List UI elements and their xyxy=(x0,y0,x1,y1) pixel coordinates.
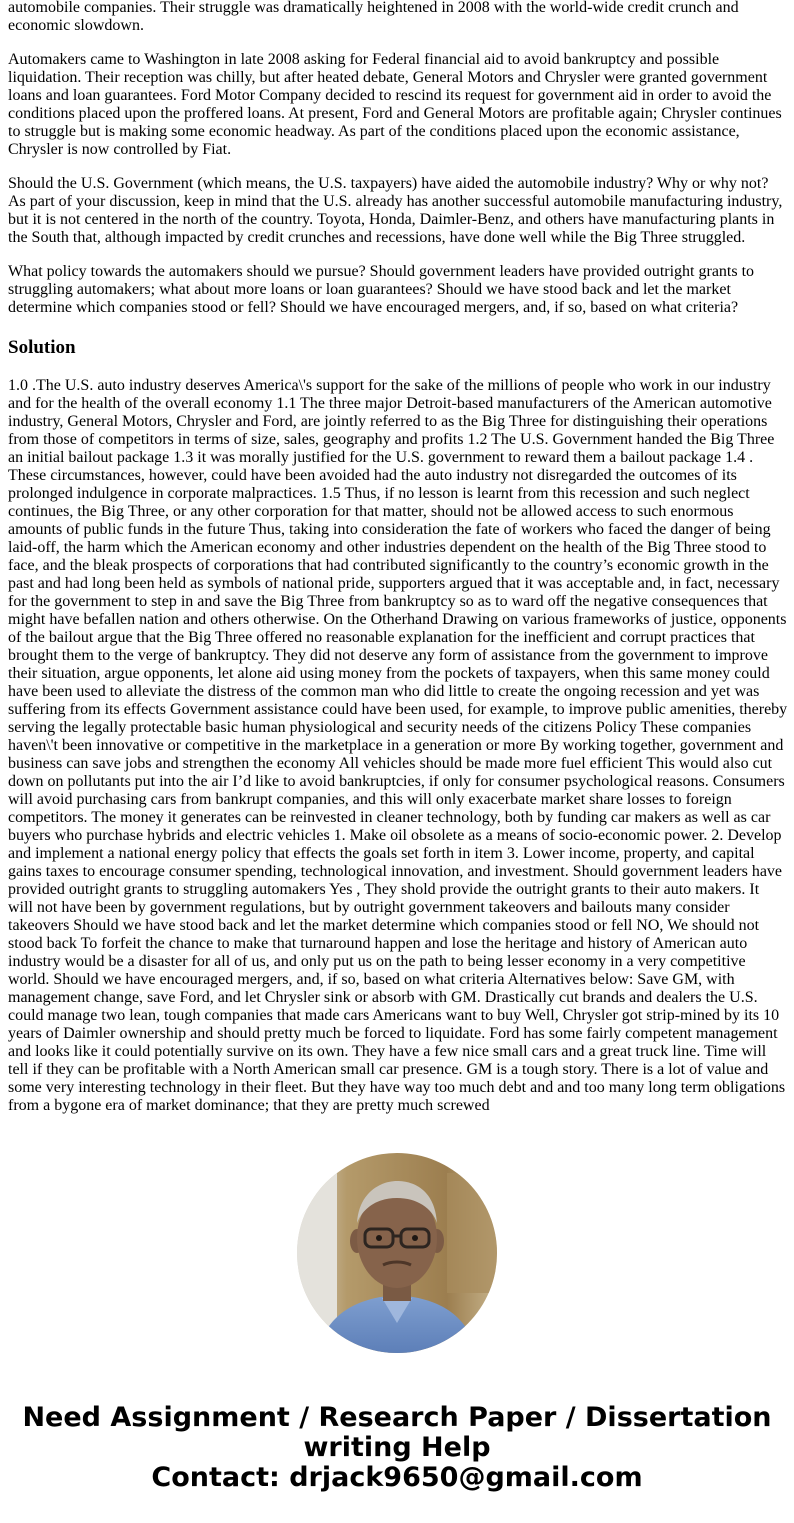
author-avatar xyxy=(297,1153,497,1353)
promo-line-2: writing Help xyxy=(303,1432,491,1463)
question-paragraph-1: automobile companies. Their struggle was dramatically heightened in 2008 with the world-wide credit crunch and economic slowdown. xyxy=(8,0,739,34)
author-portrait-icon xyxy=(297,1153,497,1353)
solution-body: 1.0 .The U.S. auto industry deserves America\'s support for the sake of the millions of people who work in our industry and for the health of the overall economy 1.1 The three major Detroit-based manufacturers of the American automotive industry, General Motors, Chrysler and Ford, are jointly referred to as the Big Three for distinguishing their operations from those of competitors in terms of size, sales, geography and profits 1.2 The U.S. Government handed the Big Three an initial bailout package 1.3 it was morally justified for the U.S. government to reward them a bailout package 1.4 . These circumstances, however, could have been avoided had the auto industry not disregarded the outcomes of its prolonged indulgence in corporate malpractices. 1.5 Thus, if no lesson is learnt from this recession and such neglect continues, the Big Three, or any other corporation for that matter, should not be allowed access to such enormous amounts of public funds in the future Thus, taking into consideration the fate of workers who faced the danger of being laid-off, the harm which the American economy and other industries dependent on the health of the Big Three stood to face, and the bleak prospects of corporations that had contributed significantly to the country’s economic growth in the past and had long been held as symbols of national pride, supporters argued that it was acceptable and, in fact, necessary for the government to step in and save the Big Three from bankruptcy so as to ward off the negative consequences that might have befallen nation and others otherwise. On the Otherhand Drawing on various frameworks of justice, opponents of the bailout argue that the Big Three offered no reasonable explanation for the inefficient and corrupt practices that brought them to the verge of bankruptcy. They did not deserve any form of assistance from the government to improve their situation, argue opponents, let alone aid using money from the pockets of taxpayers, when this same money could have been used to alleviate the distress of the common man who did little to create the ongoing recession and yet was suffering from its effects Government assistance could have been used, for example, to improve public amenities, thereby serving the legally protectable basic human physiological and security needs of the citizens Policy These companies haven\'t been innovative or competitive in the marketplace in a generation or more By working together, government and business can save jobs and strengthen the economy All vehicles should be made more fuel efficient This would also cut down on pollutants put into the air I’d like to avoid bankruptcies, if only for consumer psychological reasons. Consumers will avoid purchasing cars from bankrupt companies, and this will only exacerbate market share losses to foreign competitors. The money it generates can be reinvested in cleaner technology, both by funding car makers as well as car buyers who purchase hybrids and electric vehicles 1. Make oil obsolete as a means of socio-economic power. 2. Develop and implement a national energy policy that effects the goals set forth in item 3. Lower income, property, and capital gains taxes to encourage consumer spending, technological innovation, and investment. Should government leaders have provided outright grants to struggling automakers Yes , They shold provide the outright grants to their auto makers. It will not have been by government regulations, but by outright government takeovers and bailouts many consider takeovers Should we have stood back and let the market determine which companies stood or fell NO, We should not stood back To forfeit the chance to make that turnaround happen and lose the heritage and history of American auto industry would be a disaster for all of us, and only put us on the path to being lesser economy in a very competitive world. Should we have encouraged mergers, and, if so, based on what criteria Alternatives below: Save GM, with management change, save Ford, and let Chrysler sink or absorb with GM. Drastically cut brands and dealers the U.S. could manage two lean, tough companies that made cars Americans want to buy Well, Chrysler got strip-mined by its 10 years of Daimler ownership and should pretty much be forced to liquidate. Ford has some fairly competent management and looks like it could potentially survive on its own. They have a few nice small cars and a great truck line. Time will tell if they can be profitable with a North American small car presence. GM is a tough story. There is a lot of value and some very interesting technology in their fleet. But they have way too much debt and and too many long term obligations from a bygone era of market dominance; that they are pretty much screwed xyxy=(8,377,788,1114)
promo-contact-line: Contact: drjack9650@gmail.com xyxy=(151,1462,643,1493)
solution-heading: Solution xyxy=(8,337,76,358)
question-paragraph-4: What policy towards the automakers should we pursue? Should government leaders have provided outright grants to struggling automakers; what about more loans or loan guarantees? Should we have stood back and let the market determine which companies stood or fell? Should we have encouraged mergers, and, if so, based on what criteria? xyxy=(8,263,755,316)
question-paragraph-2: Automakers came to Washington in late 2008 asking for Federal financial aid to avoid bankruptcy and possible liquidation. Their reception was chilly, but after heated debate, General Motors and Chrysler were granted government loans and loan guarantees. Ford Motor Company decided to rescind its request for government aid in order to avoid the conditions placed upon the proffered loans. At present, Ford and General Motors are profitable again; Chrysler continues to struggle but is making some economic headway. As part of the conditions placed upon the economic assistance, Chrysler is now controlled by Fiat. xyxy=(8,51,782,158)
question-paragraph-3: Should the U.S. Government (which means, the U.S. taxpayers) have aided the automobile industry? Why or why not? As part of your discussion, keep in mind that the U.S. already has another successful automobile manufacturing industry, but it is not centered in the north of the country. Toyota, Honda, Daimler-Benz, and others have manufacturing plants in the South that, although impacted by credit crunches and recessions, have done well while the Big Three struggled. xyxy=(8,175,783,246)
promo-line-1: Need Assignment / Research Paper / Dissertation xyxy=(22,1402,772,1433)
article-content xyxy=(8,0,788,1131)
promo-banner xyxy=(0,1403,794,1493)
